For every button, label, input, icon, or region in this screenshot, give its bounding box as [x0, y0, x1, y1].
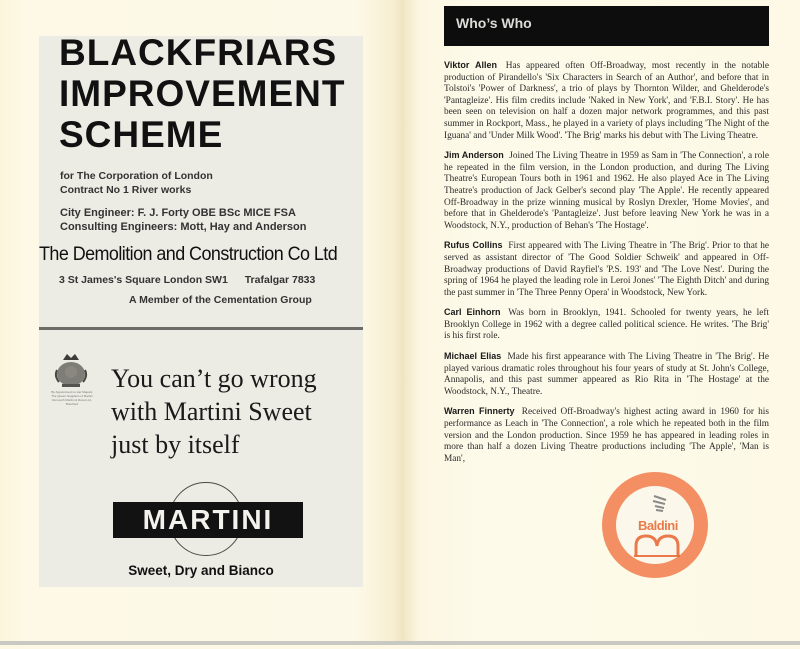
section-title: Who’s Who	[456, 15, 532, 31]
subtitle-line: for The Corporation of London	[60, 170, 213, 182]
martini-logo	[113, 482, 303, 562]
slogan-line: just by itself	[111, 430, 240, 459]
logo-bar	[113, 502, 303, 538]
cast-name: Jim Anderson	[444, 150, 504, 161]
title-line: SCHEME	[59, 114, 224, 155]
cast-name: Warren Finnerty	[444, 406, 515, 417]
scheme-subtitle	[60, 169, 213, 197]
company-name: The Demolition and Construction Co Ltd	[39, 243, 338, 265]
bio-text: First appeared with The Living Theatre in 'The Brig'. Prior to that he served as assistant director of 'The Good Soldier Schweik' and appeared in Off-Broadway productions of David Rayfiel's 'P.S. 193' and 'The Love Nest'. During the spring of 1964 he played the leading role in Leroi Jones' 'The Eighth Ditch' and during the past summer in 'The Three Penny Opera' in Woodstock, New York.	[444, 241, 769, 298]
company-address	[59, 274, 315, 286]
subtitle-line: Contract No 1 River works	[60, 184, 192, 196]
consulting-engineers: Consulting Engineers: Mott, Hay and Anderson	[60, 221, 307, 233]
cast-name: Carl Einhorn	[444, 307, 501, 318]
cast-name: Michael Elias	[444, 351, 502, 362]
royal-warrant-crest-icon	[51, 350, 93, 420]
brand-wordmark: MARTINI	[142, 504, 274, 535]
blackfriars-advert	[39, 32, 363, 327]
bio-entry	[444, 351, 769, 398]
group-membership: A Member of the Cementation Group	[129, 294, 312, 306]
engineers-credits	[60, 206, 307, 234]
right-page	[404, 0, 800, 645]
bio-text: Has appeared often Off-Broadway, most recently in the notable production of Pirandello's 'Six Characters in Search of an Author', and before that in Tolstoi's 'Power of Darkness', a trio of plays by Thornton Wilder, and Ghelderode's 'Pantagleize'. His film credits include 'Naked in New York', and 'F.B.I. Story'. He has been seen on television on half a dozen major network programmes, and this past summer in Rockport, Mass., he played in a variety of plays including 'The Night of the Iguana' and 'Under Milk Wood'. 'The Brig' marks his debut with The Living Theatre.	[444, 61, 770, 141]
street-address: 3 St James's Square London SW1	[59, 274, 228, 286]
bio-entry	[444, 240, 769, 299]
blackfriars-title	[59, 32, 345, 155]
stamp-b-icon	[634, 534, 680, 558]
warrant-text: By Appointment to Her Majesty The Queen Suppliers of Martini Vermouth Martini & Rossi Ltd., Brentford	[51, 390, 93, 406]
city-engineer: City Engineer: F. J. Forty OBE BSc MICE FSA	[60, 207, 296, 219]
stamp-label: Baldini	[638, 518, 678, 533]
title-line: BLACKFRIARS	[59, 32, 338, 73]
phone-number: Trafalgar 7833	[244, 274, 316, 286]
martini-advert	[39, 330, 363, 587]
bio-entry	[444, 307, 769, 343]
bio-entry	[444, 60, 769, 142]
cast-bios	[444, 60, 769, 473]
whos-who-header	[444, 6, 769, 46]
bio-text: Joined The Living Theatre in 1959 as Sam in 'The Connection', a role he repeated in the film version, in the London production, and during The Living Theatre's European Tours both in 1961 and 1962. He also played Ace in The Living Theatre's production of Jack Gelber's second play 'The Apple'. He recently appeared Off-Broadway in the prize winning musical by Roslyn Drexler, 'Home Movies', and before that in Ghelderode's 'Pantagleize'. Just before leaving New York he was in a Woodstock, N.Y., production of Behan's 'The Hostage'.	[444, 151, 769, 231]
bio-entry	[444, 150, 769, 232]
baldini-stamp-icon	[602, 472, 708, 578]
bio-text: Was born in Brooklyn, 1941. Schooled for twenty years, he left Brooklyn College in 1962 with a degree called political science. He writes. 'The Brig' is his first role.	[444, 308, 770, 342]
bio-text: Made his first appearance with The Living Theatre in 'The Brig'. He played various dramatic roles throughout his four years of study at St. John's College, Annapolis, and this past summer appeared as Rio Rita in 'The Hostage' at the Woodstock, N.Y., Theatre.	[444, 352, 770, 397]
title-line: IMPROVEMENT	[59, 73, 346, 114]
slogan-line: with Martini Sweet	[111, 397, 312, 426]
cast-name: Viktor Allen	[444, 60, 497, 70]
page-edge	[0, 641, 404, 645]
bio-text: Received Off-Broadway's highest acting award in 1960 for his performance as Leach in 'The Connection', a role which he repeated both in the film version and the London production. Since 1959 he has appeared in leading roles in more than half a dozen Living Theatre productions including 'The Apple', 'Man is Man',	[444, 407, 769, 464]
martini-slogan	[111, 362, 317, 461]
cast-name: Rufus Collins	[444, 240, 503, 251]
martini-varieties: Sweet, Dry and Bianco	[128, 563, 274, 578]
page-edge	[404, 641, 800, 645]
bio-entry	[444, 406, 769, 465]
slogan-line: You can’t go wrong	[111, 364, 317, 393]
tower-icon	[650, 494, 670, 516]
